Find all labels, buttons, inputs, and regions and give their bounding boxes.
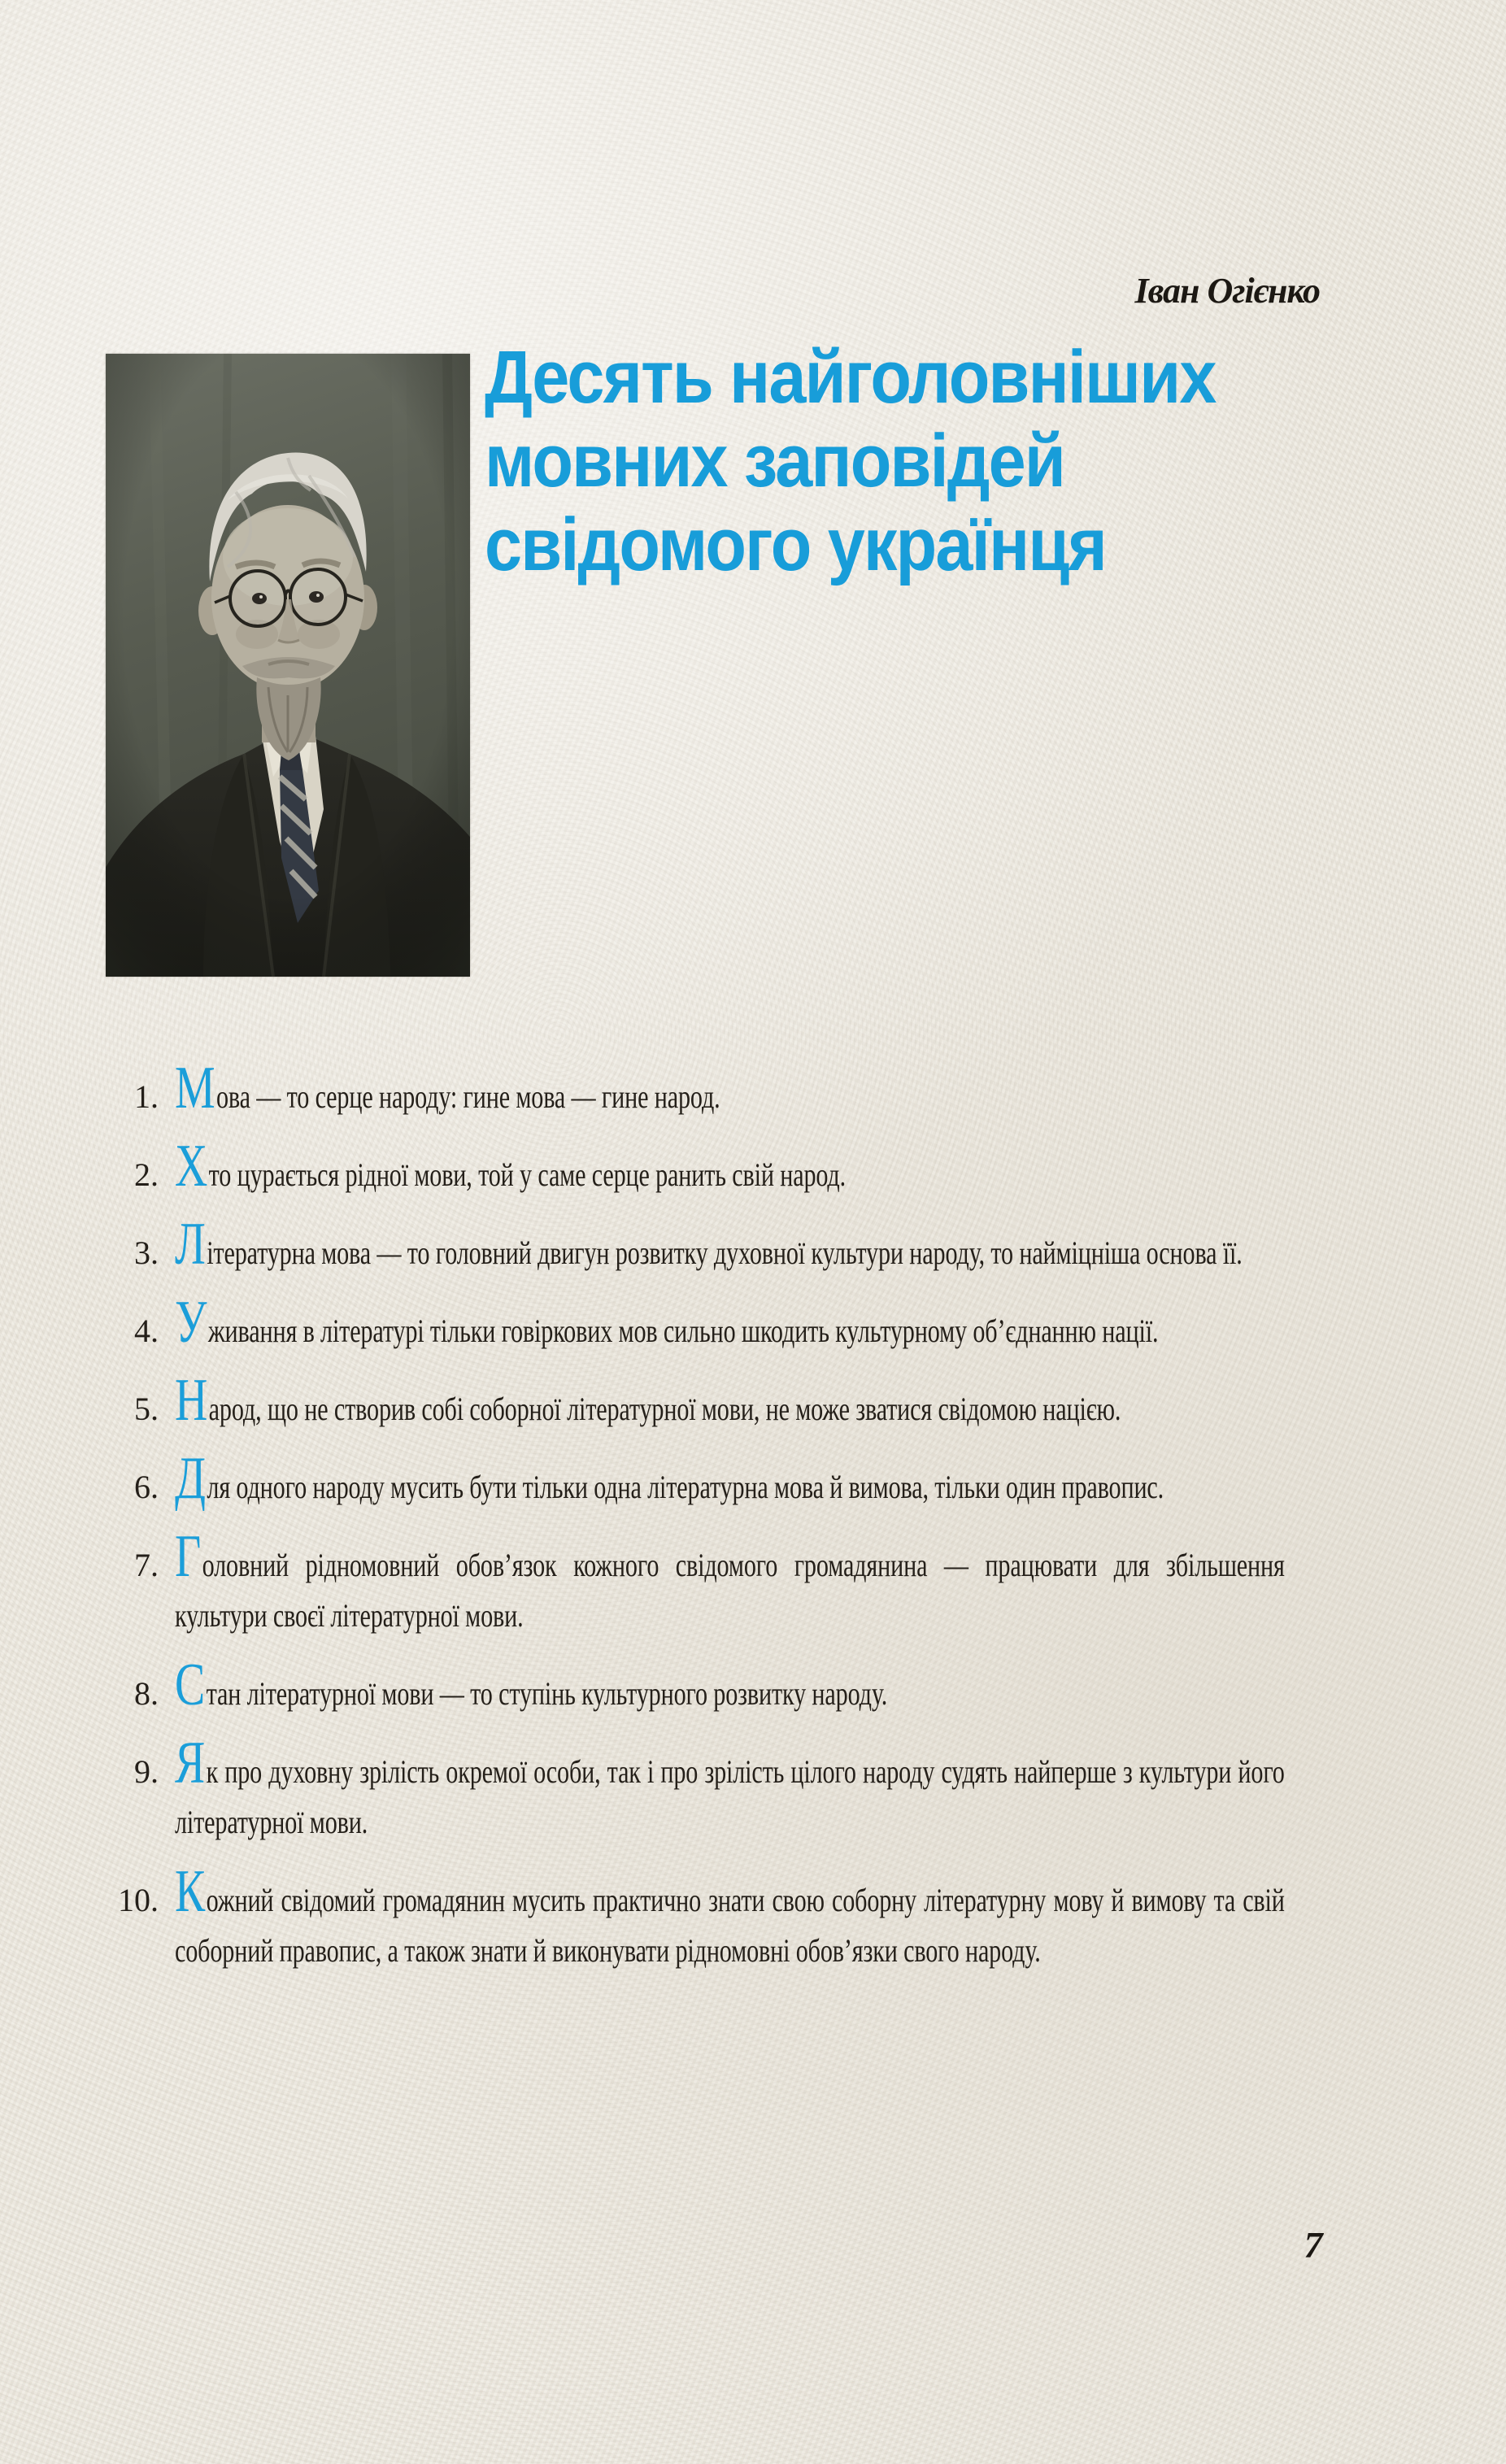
list-item: [81, 1523, 1285, 1641]
item-number: 3.: [134, 1234, 159, 1271]
item-text: Літературна мова — то головний двигун розвитку духовної культури народу, то найміцніша основа її.: [175, 1211, 1243, 1278]
item-number: 9.: [134, 1753, 159, 1790]
item-text: Народ, що не створив собі соборної літературної мови, не може зватися свідомою нацією.: [175, 1367, 1121, 1434]
list-item: [81, 1055, 1285, 1122]
list-item: [81, 1367, 1285, 1434]
item-text: Як про духовну зрілість окремої особи, так і про зрілість цілого народу судять найперше з культури його літературної мови.: [175, 1730, 1285, 1840]
list-item: [81, 1289, 1285, 1356]
item-number: 7.: [134, 1547, 159, 1583]
portrait-illustration: [106, 354, 470, 977]
author-name: Іван Огієнко: [1134, 271, 1320, 311]
item-text: Для одного народу мусить бути тільки одна літературна мова й вимова, тільки один правопис.: [175, 1445, 1164, 1512]
item-text: Мова — то серце народу: гине мова — гине народ.: [175, 1055, 720, 1121]
item-number: 6.: [134, 1469, 159, 1505]
list-item: [81, 1133, 1285, 1200]
portrait-photo: [106, 354, 470, 977]
list-item: [81, 1652, 1285, 1719]
page-number: 7: [1304, 2224, 1323, 2266]
item-text: Уживання в літературі тільки говіркових мов сильно шкодить культурному об’єднанню нації.: [175, 1289, 1159, 1356]
item-text: Кожний свідомий громадянин мусить практично знати свою соборну літературну мову й вимову та свій соборний правопис, а також знати й виконувати рідномовні обов’язки свого народу.: [175, 1858, 1285, 1969]
item-number: 2.: [134, 1156, 159, 1193]
item-number: 5.: [134, 1391, 159, 1427]
item-text: Стан літературної мови — то ступінь культурного розвитку народу.: [175, 1652, 888, 1718]
title-line: Десять найголовніших: [485, 336, 1216, 419]
list-item: [81, 1730, 1285, 1848]
item-number: 10.: [118, 1882, 159, 1918]
item-number: 1.: [134, 1078, 159, 1115]
item-number: 8.: [134, 1675, 159, 1712]
list-item: [81, 1858, 1285, 1976]
commandments-list: [81, 1055, 1285, 2004]
item-text: Хто цурається рідної мови, той у саме серце ранить свій народ.: [175, 1133, 847, 1199]
title-line: свідомого українця: [485, 503, 1106, 586]
item-text: Головний рідномовний обов’язок кожного свідомого громадянина — працювати для збільшення культури своєї літературної мови.: [175, 1523, 1285, 1634]
list-item: [81, 1211, 1285, 1278]
list-item: [81, 1445, 1285, 1513]
title-line: мовних заповідей: [485, 420, 1064, 503]
page-title: [485, 336, 1326, 587]
item-number: 4.: [134, 1313, 159, 1349]
